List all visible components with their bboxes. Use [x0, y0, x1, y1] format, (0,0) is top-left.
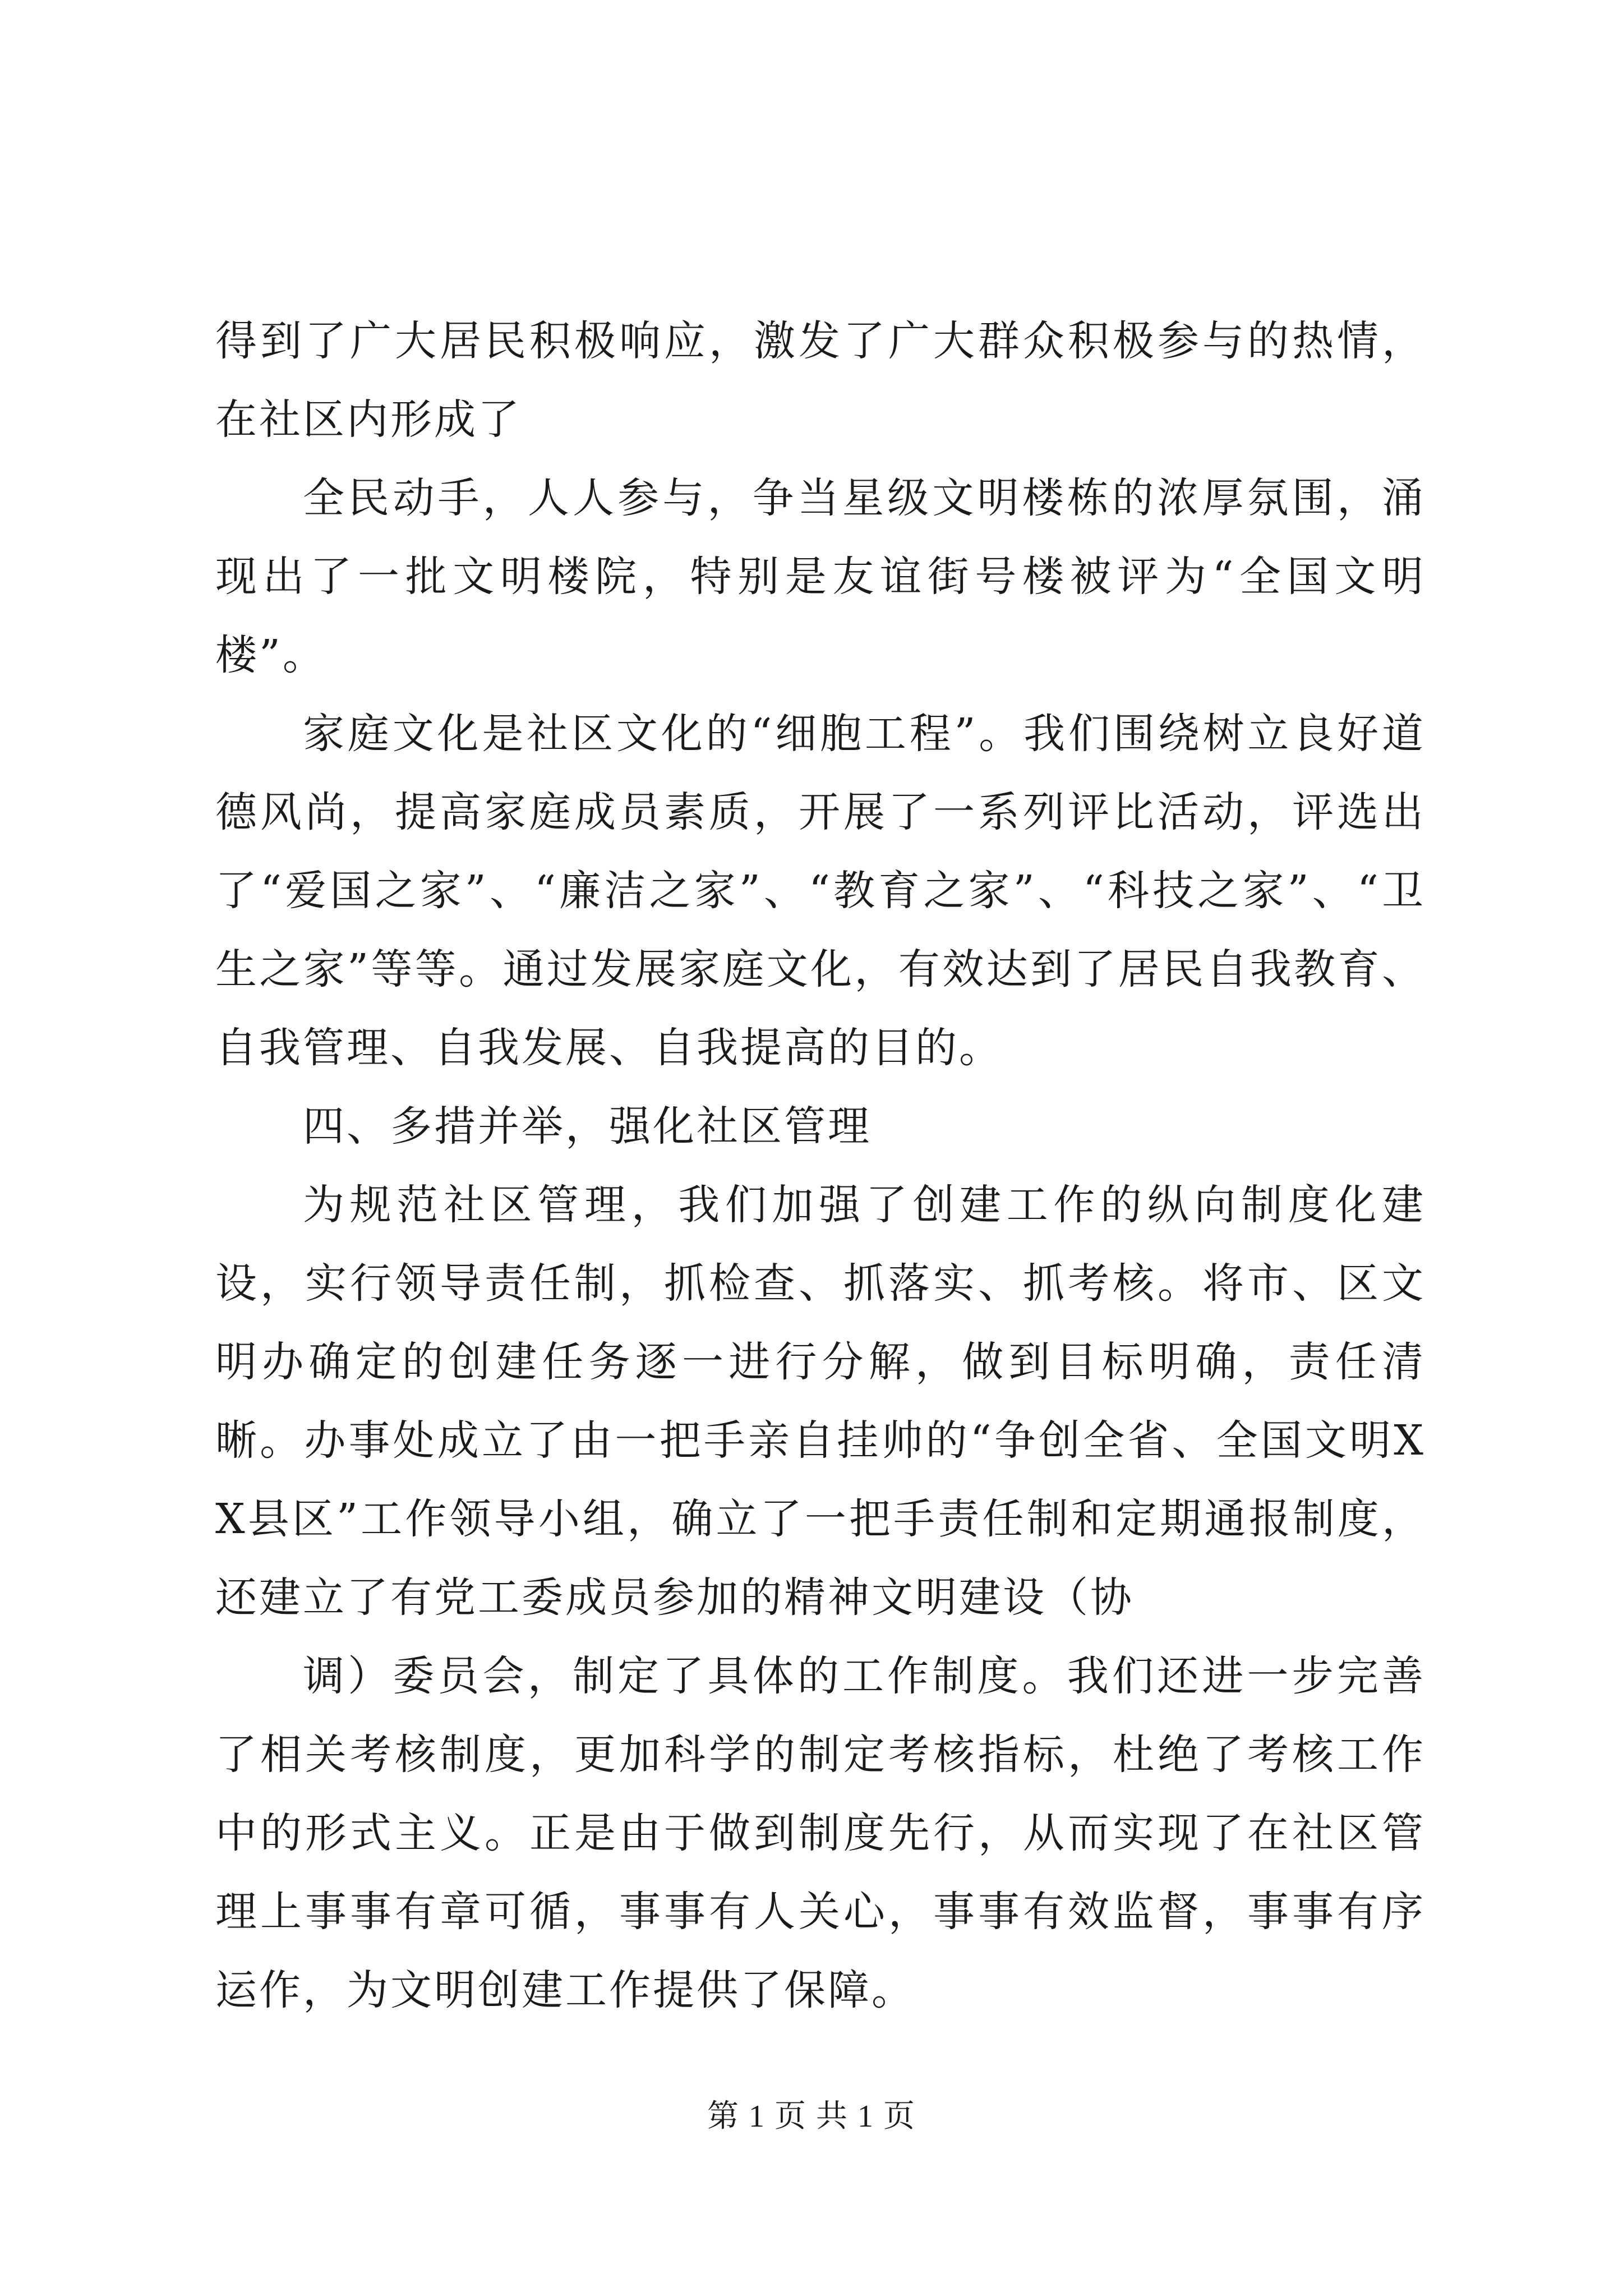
paragraph-management-system: 为规范社区管理，我们加强了创建工作的纵向制度化建设，实行领导责任制，抓检查、抓落实、抓考核。将市、区文明办确定的创建任务逐一进行分解，做到目标明确，责任清晰。办事处成立了由一把手亲自挂帅的“争创全省、全国文明XX县区”工作领导小组，确立了一把手责任制和定期通报制度，还建立了有党工委成员参加的精神文明建设（协 [215, 1181, 1426, 1622]
section-heading-management: 四、多措并举，强化社区管理 [303, 1102, 872, 1151]
paragraph-civilized-buildings: 全民动手，人人参与，争当星级文明楼栋的浓厚氛围，涌现出了一批文明楼院，特别是友谊街号楼被评为“全国文明楼”。 [215, 474, 1426, 679]
page-footer: 第 1 页 共 1 页 [707, 2099, 916, 2134]
document-body [215, 302, 1426, 2030]
paragraph-committee: 调）委员会，制定了具体的工作制度。我们还进一步完善了相关考核制度，更加科学的制定考核指标，杜绝了考核工作中的形式主义。正是由于做到制度先行，从而实现了在社区管理上事事有章可循，事事有人关心，事事有效监督，事事有序运作，为文明创建工作提供了保障。 [215, 1652, 1426, 2014]
paragraph-family-culture: 家庭文化是社区文化的“细胞工程”。我们围绕树立良好道德风尚，提高家庭成员素质，开展了一系列评比活动，评选出了“爱国之家”、“廉洁之家”、“教育之家”、“科技之家”、“卫生之家”等等。通过发展家庭文化，有效达到了居民自我教育、自我管理、自我发展、自我提高的目的。 [215, 710, 1426, 1072]
paragraph-continued: 得到了广大居民积极响应，激发了广大群众积极参与的热情，在社区内形成了 [215, 317, 1426, 444]
